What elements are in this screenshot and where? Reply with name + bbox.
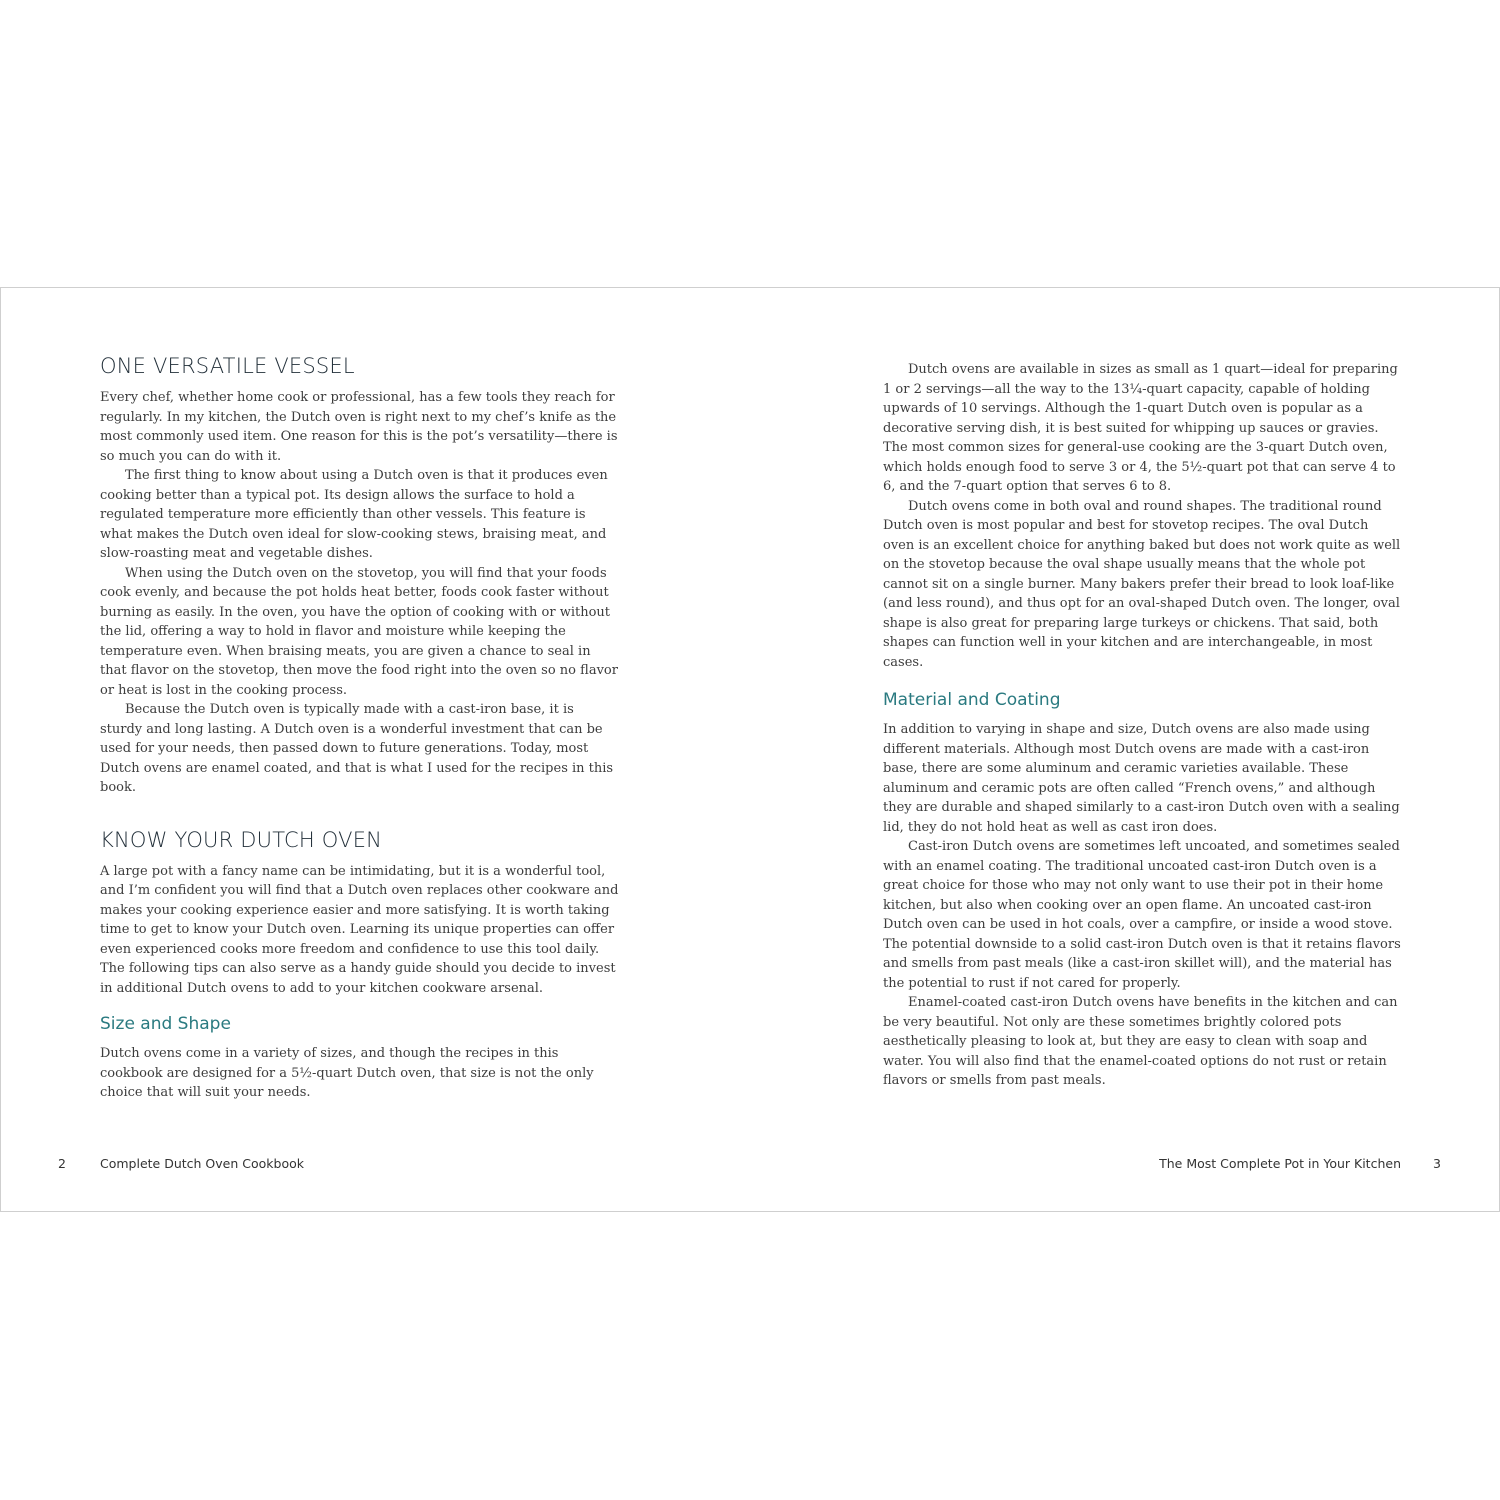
left-running-title: Complete Dutch Oven Cookbook: [100, 1156, 304, 1171]
subheading-material-and-coating: Material and Coating: [883, 690, 1061, 710]
paragraph: Because the Dutch oven is typically made with a cast-iron base, it is sturdy and long lasting. A Dutch oven is a wonderful investment that can be used for your needs, then passed down to future generations. Today, most Dutch ovens are enamel coated, and that is what I used for the recipes in this book.: [100, 702, 614, 795]
section-heading-one-versatile-vessel: ONE VERSATILE VESSEL: [100, 354, 355, 378]
right-running-title: The Most Complete Pot in Your Kitchen: [1159, 1156, 1401, 1171]
right-page-column: [883, 360, 1403, 1091]
paragraph: A large pot with a fancy name can be intimidating, but it is a wonderful tool, and I’m confident you will find that a Dutch oven replaces other cookware and makes your cooking experience easier and more satisfying. It is worth taking time to get to know your Dutch oven. Learning its unique properties can offer even experienced cooks more freedom and confidence to use this tool daily. The following tips can also serve as a handy guide should you decide to invest in additional Dutch ovens to add to your kitchen cookware arsenal.: [100, 863, 619, 996]
left-page-number: 2: [58, 1156, 66, 1171]
paragraph: When using the Dutch oven on the stovetop, you will find that your foods cook evenly, and because the pot holds heat better, foods cook faster without burning as easily. In the oven, you have the option of cooking with or without the lid, offering a way to hold in flavor and moisture while keeping the temperature even. When braising meats, you are given a chance to seal in that flavor on the stovetop, then move the food right into the oven so no flavor or heat is lost in the cooking process.: [100, 565, 618, 698]
right-page-number: 3: [1433, 1156, 1441, 1171]
paragraph: Dutch ovens come in both oval and round shapes. The traditional round Dutch oven is most popular and best for stovetop recipes. The oval Dutch oven is an excellent choice for anything baked but does not work quite as well on the stovetop because the oval shape usually means that the whole pot cannot sit on a single burner. Many bakers prefer their bread to look loaf-like (and less round), and thus opt for an oval-shaped Dutch oven. The longer, oval shape is also great for preparing large turkeys or chickens. That said, both shapes can function well in your kitchen and are interchangeable, in most cases.: [883, 498, 1401, 670]
paragraph: In addition to varying in shape and size, Dutch ovens are also made using different materials. Although most Dutch ovens are made with a cast-iron base, there are some aluminum and ceramic varieties available. These aluminum and ceramic pots are often called “French ovens,” and although they are durable and shaped similarly to a cast-iron Dutch oven with a sealing lid, they do not hold heat as well as cast iron does.: [883, 722, 1400, 835]
section-heading-know-your-dutch-oven: KNOW YOUR DUTCH OVEN: [100, 827, 383, 852]
book-spread: [0, 287, 1500, 1212]
paragraph: Cast-iron Dutch ovens are sometimes left uncoated, and sometimes sealed with an enamel coating. The traditional uncoated cast-iron Dutch oven is a great choice for those who may not only want to use their pot in their home kitchen, but also when cooking over an open flame. An uncoated cast-iron Dutch oven can be used in hot coals, over a campfire, or inside a wood stove. The potential downside to a solid cast-iron Dutch oven is that it retains flavors and smells from past meals (like a cast-iron skillet will), and the material has the potential to rust if not cared for properly.: [883, 839, 1401, 991]
paragraph: Dutch ovens are available in sizes as small as 1 quart—ideal for preparing 1 or 2 servings—all the way to the 13¼-quart capacity, capable of holding upwards of 10 servings. Although the 1-quart Dutch oven is popular as a decorative serving dish, it is best suited for whipping up sauces or gravies. The most common sizes for general-use cooking are the 3-quart Dutch oven, which holds enough food to serve 3 or 4, the 5½-quart pot that can serve 4 to 6, and the 7-quart option that serves 6 to 8.: [883, 362, 1398, 494]
paragraph: The first thing to know about using a Dutch oven is that it produces even cooking better than a typical pot. Its design allows the surface to hold a regulated temperature more efficiently than other vessels. This feature is what makes the Dutch oven ideal for slow-cooking stews, braising meat, and slow-roasting meat and vegetable dishes.: [100, 468, 608, 561]
subheading-size-and-shape: Size and Shape: [100, 1014, 231, 1034]
paragraph: Every chef, whether home cook or professional, has a few tools they reach for regularly. In my kitchen, the Dutch oven is right next to my chef’s knife as the most commonly used item. One reason for this is the pot’s versatility—there is so much you can do with it.: [100, 390, 618, 464]
paragraph: Dutch ovens come in a variety of sizes, and though the recipes in this cookbook are designed for a 5½-quart Dutch oven, that size is not the only choice that will suit your needs.: [100, 1046, 594, 1100]
left-page-column: [100, 352, 620, 1103]
paragraph: Enamel-coated cast-iron Dutch ovens have benefits in the kitchen and can be very beautiful. Not only are these sometimes brightly colored pots aesthetically pleasing to look at, but they are easy to clean with soap and water. You will also find that the enamel-coated options do not rust or retain flavors or smells from past meals.: [883, 995, 1398, 1088]
